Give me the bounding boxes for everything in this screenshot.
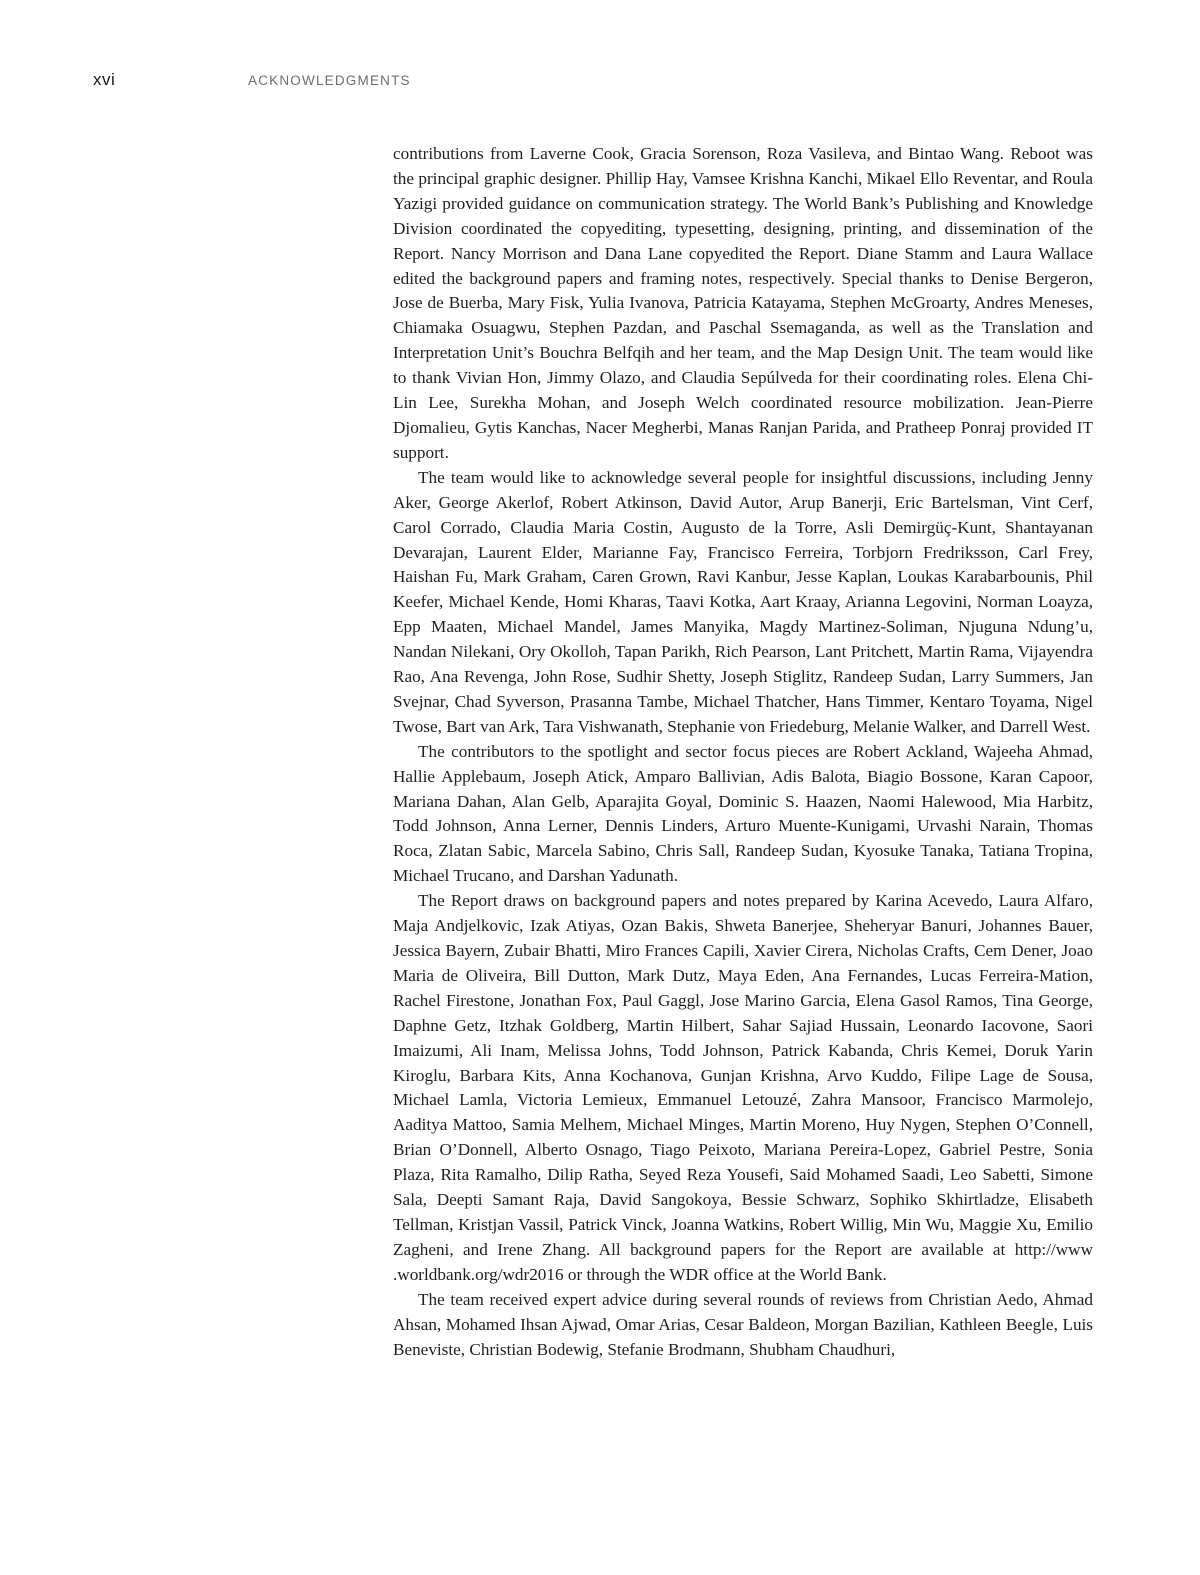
paragraph-expert-advice: The team received expert advice during several rounds of reviews from Christian Aedo, Ahmad Ahsan, Mohamed Ihsan Ajwad, Omar Arias, Cesar Baldeon, Morgan Bazilian, Kathleen Beegle, Luis Beneviste, Christian Bodewig, Stefanie Brodmann, Shubham Chaudhuri,	[393, 1289, 1093, 1359]
paragraph-continuation: contributions from Laverne Cook, Gracia Sorenson, Roza Vasileva, and Bintao Wang. Reboot was the principal graphic designer. Phillip Hay, Vamsee Krishna Kanchi, Mikael Ello Reventar, and Roula Yazigi provided guidance on communication strategy. The World Bank’s Publishing and Knowledge Division coordinated the copyediting, typesetting, designing, printing, and dissemination of the Report. Nancy Morrison and Dana Lane copyedited the Report. Diane Stamm and Laura Wallace edited the background papers and framing notes, respectively. Special thanks to Denise Bergeron, Jose de Buerba, Mary Fisk, Yulia Ivanova, Patricia Katayama, Stephen McGroarty, Andres Meneses, Chiamaka Osuagwu, Stephen Pazdan, and Paschal Ssemaganda, as well as the Translation and Interpretation Unit’s Bouchra Belfqih and her team, and the Map Design Unit. The team would like to thank Vivian Hon, Jimmy Olazo, and Claudia Sepúlveda for their coordinating roles. Elena Chi-Lin Lee, Surekha Mohan, and Joseph Welch coordinated resource mobilization. Jean-Pierre Djomalieu, Gytis Kanchas, Nacer Megherbi, Manas Ranjan Parida, and Pratheep Ponraj provided IT support.	[393, 144, 1093, 462]
paragraph-discussions: The team would like to acknowledge several people for insightful discussions, including Jenny Aker, George Akerlof, Robert Atkinson, David Autor, Arup Banerji, Eric Bartelsman, Vint Cerf, Carol Corrado, Claudia Maria Costin, Augusto de la Torre, Asli Demirgüç-Kunt, Shantayanan Devarajan, Laurent Elder, Marianne Fay, Francisco Ferreira, Torbjorn Fredriksson, Carl Frey, Haishan Fu, Mark Graham, Caren Grown, Ravi Kanbur, Jesse Kaplan, Loukas Karabarbounis, Phil Keefer, Michael Kende, Homi Kharas, Taavi Kotka, Aart Kraay, Arianna Legovini, Norman Loayza, Epp Maaten, Michael Mandel, James Manyika, Magdy Martinez-Soliman, Njuguna Ndung’u, Nandan Nilekani, Ory Okolloh, Tapan Parikh, Rich Pearson, Lant Pritchett, Martin Rama, Vijayendra Rao, Ana Revenga, John Rose, Sudhir Shetty, Joseph Stiglitz, Randeep Sudan, Larry Summers, Jan Svejnar, Chad Syverson, Prasanna Tambe, Michael Thatcher, Hans Timmer, Kentaro Toyama, Nigel Twose, Bart van Ark, Tara Vishwanath, Stephanie von Friedeburg, Melanie Walker, and Darrell West.	[393, 467, 1093, 736]
running-head: ACKNOWLEDGMENTS	[248, 73, 411, 88]
paragraph-contributors: The contributors to the spotlight and sector focus pieces are Robert Ackland, Wajeeha Ahmad, Hallie Applebaum, Joseph Atick, Amparo Ballivian, Adis Balota, Biagio Bossone, Karan Capoor, Mariana Dahan, Alan Gelb, Aparajita Goyal, Dominic S. Haazen, Naomi Halewood, Mia Harbitz, Todd Johnson, Anna Lerner, Dennis Linders, Arturo Muente-Kunigami, Urvashi Narain, Thomas Roca, Zlatan Sabic, Marcela Sabino, Chris Sall, Randeep Sudan, Kyosuke Tanaka, Tatiana Tropina, Michael Trucano, and Darshan Yadunath.	[393, 741, 1093, 886]
body-text	[393, 142, 1093, 1362]
page-number: xvi	[93, 70, 116, 89]
paragraph-background-papers: The Report draws on background papers and notes prepared by Karina Acevedo, Laura Alfaro, Maja Andjelkovic, Izak Atiyas, Ozan Bakis, Shweta Banerjee, Sheheryar Banuri, Johannes Bauer, Jessica Bayern, Zubair Bhatti, Miro Frances Capili, Xavier Cirera, Nicholas Crafts, Cem Dener, Joao Maria de Oliveira, Bill Dutton, Mark Dutz, Maya Eden, Ana Fernandes, Lucas Ferreira-Mation, Rachel Firestone, Jonathan Fox, Paul Gaggl, Jose Marino Garcia, Elena Gasol Ramos, Tina George, Daphne Getz, Itzhak Goldberg, Martin Hilbert, Sahar Sajiad Hussain, Leonardo Iacovone, Saori Imaizumi, Ali Inam, Melissa Johns, Todd Johnson, Patrick Kabanda, Chris Kemei, Doruk Yarin Kiroglu, Barbara Kits, Anna Kochanova, Gunjan Krishna, Arvo Kuddo, Filipe Lage de Sousa, Michael Lamla, Victoria Lemieux, Emmanuel Letouzé, Zahra Mansoor, Francisco Marmolejo, Aaditya Mattoo, Samia Melhem, Michael Minges, Martin Moreno, Huy Nygen, Stephen O’Connell, Brian O’Donnell, Alberto Osnago, Tiago Peixoto, Mariana Pereira-Lopez, Gabriel Pestre, Sonia Plaza, Rita Ramalho, Dilip Ratha, Seyed Reza Yousefi, Said Mohamed Saadi, Leo Sabetti, Simone Sala, Deepti Samant Raja, David Sangokoya, Bessie Schwarz, Sophiko Skhirtladze, Elisabeth Tellman, Kristjan Vassil, Patrick Vinck, Joanna Watkins, Robert Willig, Min Wu, Maggie Xu, Emilio Zagheni, and Irene Zhang. All background papers for the Report are available at http://www .worldbank.org/wdr2016 or through the WDR office at the World Bank.	[393, 891, 1093, 1284]
